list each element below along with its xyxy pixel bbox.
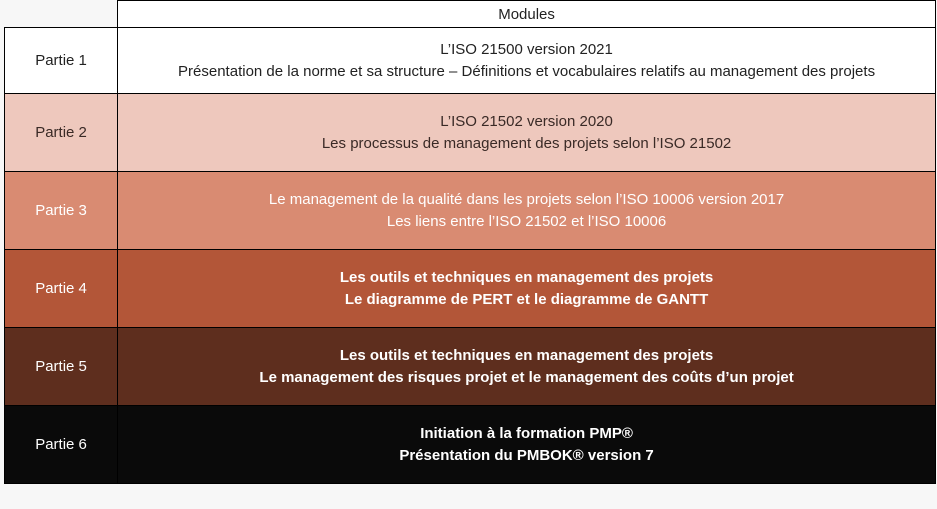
table-row <box>5 250 936 328</box>
module-cell-4 <box>118 250 936 328</box>
header-row <box>5 1 936 28</box>
module-line: Présentation de la norme et sa structure – Définitions et vocabulaires relatifs au management des projets <box>178 62 876 80</box>
table-row <box>5 328 936 406</box>
part-label-cell-5 <box>5 328 118 406</box>
part-label-5: Partie 5 <box>35 358 87 375</box>
table-row <box>5 94 936 172</box>
module-line: Les processus de management des projets selon l’ISO 21502 <box>321 134 732 152</box>
module-cell-3 <box>118 172 936 250</box>
table-row <box>5 172 936 250</box>
table-header <box>5 1 936 28</box>
module-cell-6 <box>118 406 936 484</box>
module-cell-2 <box>118 94 936 172</box>
module-line: Le management de la qualité dans les projets selon l’ISO 10006 version 2017 <box>268 190 785 208</box>
part-label-cell-6 <box>5 406 118 484</box>
modules-table <box>4 0 936 484</box>
module-line: Le diagramme de PERT et le diagramme de GANTT <box>344 290 709 308</box>
part-label-cell-4 <box>5 250 118 328</box>
part-label-1: Partie 1 <box>35 52 87 69</box>
module-line: Présentation du PMBOK® version 7 <box>399 446 654 464</box>
part-label-6: Partie 6 <box>35 436 87 453</box>
table-body <box>5 28 936 484</box>
module-line: Le management des risques projet et le management des coûts d’un projet <box>259 368 794 386</box>
part-label-4: Partie 4 <box>35 280 87 297</box>
header-modules-cell: Modules <box>118 1 936 28</box>
table-row <box>5 28 936 94</box>
module-line: Les outils et techniques en management des projets <box>339 346 714 364</box>
module-cell-5 <box>118 328 936 406</box>
module-line: Les liens entre l’ISO 21502 et l’ISO 10006 <box>386 212 667 230</box>
module-line: L’ISO 21502 version 2020 <box>440 112 613 130</box>
table-row <box>5 406 936 484</box>
part-label-3: Partie 3 <box>35 202 87 219</box>
header-empty-cell <box>5 1 118 28</box>
part-label-cell-2 <box>5 94 118 172</box>
part-label-cell-3 <box>5 172 118 250</box>
module-line: Les outils et techniques en management des projets <box>339 268 714 286</box>
part-label-cell-1 <box>5 28 118 94</box>
module-line: L’ISO 21500 version 2021 <box>440 40 613 58</box>
module-cell-1 <box>118 28 936 94</box>
part-label-2: Partie 2 <box>35 124 87 141</box>
module-line: Initiation à la formation PMP® <box>420 424 633 442</box>
